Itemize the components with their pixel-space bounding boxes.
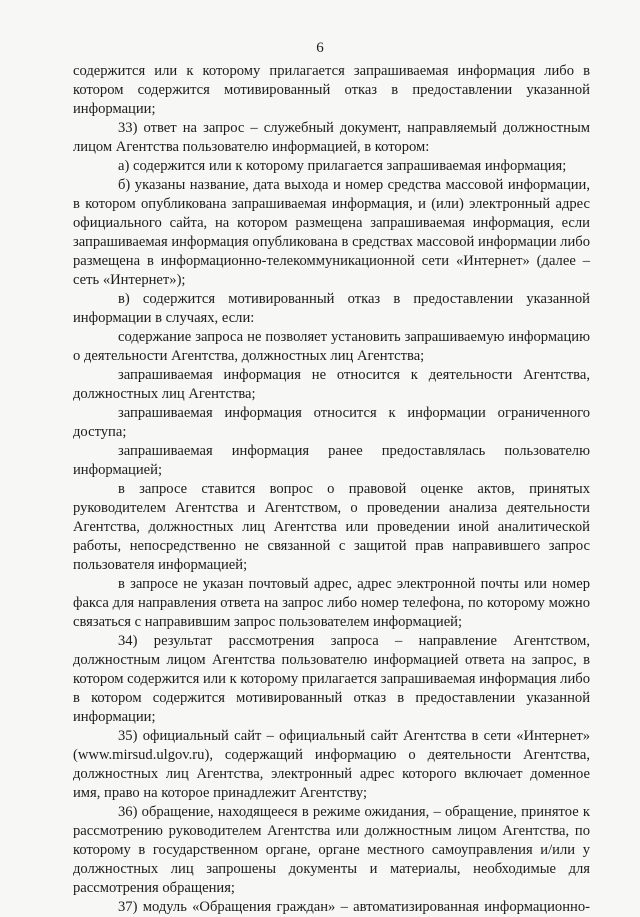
paragraph-case-1: содержание запроса не позволяет установить запрашиваемую информацию о деятельности Агентства, должностных лиц Агентства; [73, 329, 590, 364]
paragraph-case-2: запрашиваемая информация не относится к деятельности Агентства, должностных лиц Агентства; [73, 367, 590, 402]
paragraph-subitem-v: в) содержится мотивированный отказ в предоставлении указанной информации в случаях, если: [73, 291, 590, 326]
document-body [73, 62, 590, 917]
paragraph-item-34: 34) результат рассмотрения запроса – направление Агентством, должностным лицом Агентства пользователю информацией ответа на запрос, в котором содержится или к которому прилагается запрашиваемая информация либо в котором содержится мотивированный отказ в предоставлении указанной информации; [73, 633, 590, 725]
paragraph-continuation: содержится или к которому прилагается запрашиваемая информация либо в котором содержится мотивированный отказ в предоставлении указанной информации; [73, 63, 590, 117]
paragraph-case-3: запрашиваемая информация относится к информации ограниченного доступа; [73, 405, 590, 440]
paragraph-item-37: 37) модуль «Обращения граждан» – автоматизированная информационно- [118, 899, 590, 915]
paragraph-item-35: 35) официальный сайт – официальный сайт Агентства в сети «Интернет» (www.mirsud.ulgov.ru), содержащий информацию о деятельности Агентства, должностных лиц Агентства, электронный адрес которого включает доменное имя, право на которое принадлежит Агентству; [73, 728, 590, 801]
paragraph-case-5: в запросе ставится вопрос о правовой оценке актов, принятых руководителем Агентства и Агентством, о проведении анализа деятельности Агентства, должностных лиц Агентства или проведении иной аналитической работы, непосредственно не связанной с защитой прав направившего запрос пользователя информацией; [73, 481, 590, 573]
page-number: 6 [316, 40, 324, 56]
paragraph-item-33: 33) ответ на запрос – служебный документ, направляемый должностным лицом Агентства пользователю информацией, в котором: [73, 120, 590, 155]
paragraph-item-36: 36) обращение, находящееся в режиме ожидания, – обращение, принятое к рассмотрению руководителем Агентства или должностным лицом Агентства, по которому в государственном органе, органе местного самоуправления и/или у должностных лиц запрошены документы и материалы, необходимые для рассмотрения обращения; [73, 804, 590, 896]
paragraph-case-6: в запросе не указан почтовый адрес, адрес электронной почты или номер факса для направления ответа на запрос либо номер телефона, по которому можно связаться с направившим запрос пользователем информацией; [73, 576, 590, 630]
paragraph-subitem-a: а) содержится или к которому прилагается запрашиваемая информация; [118, 158, 567, 174]
paragraph-case-4: запрашиваемая информация ранее предоставлялась пользователю информацией; [73, 443, 590, 478]
paragraph-subitem-b: б) указаны название, дата выхода и номер средства массовой информации, в котором опубликована запрашиваемая информация, и (или) электронный адрес официального сайта, на котором размещена запрашиваемая информация, если запрашиваемая информация опубликована в средствах массовой информации либо размещена в информационно-телекоммуникационной сети «Интернет» (далее – сеть «Интернет»); [73, 177, 590, 288]
